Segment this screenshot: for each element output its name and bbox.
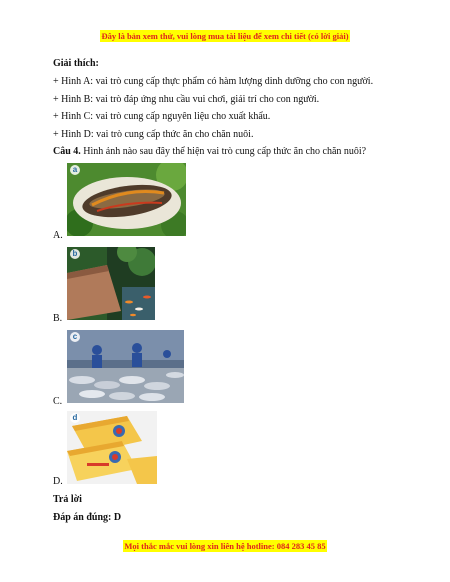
answer-text: Đáp án đúng: D	[53, 512, 122, 523]
answer-heading: Trả lời	[53, 494, 82, 505]
preview-notice-text: Đây là bản xem thử, vui lòng mua tài liệu để xem chi tiết (có lời giải)	[101, 31, 349, 41]
question-number: Câu 4.	[53, 146, 81, 157]
explanation-heading: Giải thích:	[53, 58, 99, 69]
explanation-item-b: + Hình B: vai trò đáp ứng nhu cầu vui chơi, giải trí cho con người.	[53, 94, 320, 105]
feed-bags-illustration	[67, 411, 157, 484]
fish-dish-illustration	[67, 163, 186, 236]
option-d-label[interactable]: D.	[53, 476, 63, 487]
image-b-badge: b	[70, 249, 80, 259]
question-text: Hình ảnh nào sau đây thể hiện vai trò cung cấp thức ăn cho chăn nuôi?	[80, 146, 367, 157]
hotline-notice-banner	[0, 536, 450, 554]
image-c-badge: c	[70, 332, 80, 342]
preview-notice-banner	[0, 26, 450, 44]
option-a-label[interactable]: A.	[53, 230, 63, 241]
explanation-item-d: + Hình D: vai trò cung cấp thức ăn cho chăn nuôi.	[53, 129, 254, 140]
image-d-badge: d	[70, 413, 80, 423]
fish-processing-illustration	[67, 330, 184, 403]
image-a-badge: a	[70, 165, 80, 175]
option-b-label[interactable]: B.	[53, 313, 63, 324]
hotline-notice-text: Mọi thắc mắc vui lòng xin liên hệ hotline: 084 283 45 85	[124, 541, 326, 551]
koi-pond-illustration	[67, 247, 155, 320]
image-c-fish-processing	[67, 330, 184, 403]
question-line	[53, 146, 366, 157]
explanation-item-a: + Hình A: vai trò cung cấp thực phẩm có hàm lượng dinh dưỡng cho con người.	[53, 76, 374, 87]
image-d-feed-bags	[67, 411, 157, 484]
explanation-item-c: + Hình C: vai trò cung cấp nguyên liệu cho xuất khẩu.	[53, 111, 271, 122]
option-c-label[interactable]: C.	[53, 396, 63, 407]
image-b-koi-pond	[67, 247, 155, 320]
image-a-fish-dish	[67, 163, 186, 236]
